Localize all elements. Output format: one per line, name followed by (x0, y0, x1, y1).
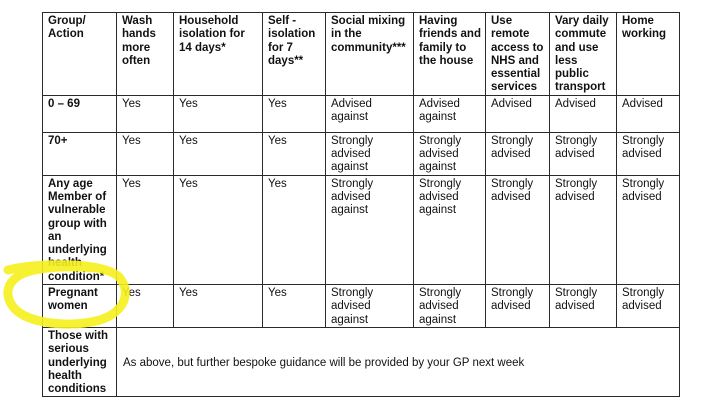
row-group-label: 70+ (43, 132, 117, 175)
row-group-label: Those with serious underlying health conditions (43, 327, 117, 396)
table-cell: Yes (263, 175, 326, 284)
table-cell: Advised against (414, 95, 486, 132)
header-home-working: Home working (617, 13, 680, 96)
header-vary-commute: Vary daily commute and use less public transport (550, 13, 617, 96)
header-friends-family: Having friends and family to the house (414, 13, 486, 96)
table-cell: Strongly advised (617, 175, 680, 284)
guidance-table-container (42, 12, 679, 397)
table-cell: Yes (174, 132, 263, 175)
header-row (43, 13, 680, 96)
table-cell: Yes (174, 285, 263, 328)
table-cell: Strongly advised (486, 132, 550, 175)
table-cell: Yes (117, 285, 174, 328)
table-row-0-69 (43, 95, 680, 132)
table-cell: Advised (486, 95, 550, 132)
table-cell: Strongly advised against (326, 132, 414, 175)
table-cell: Strongly advised (617, 285, 680, 328)
row-group-label: Pregnant women (43, 285, 117, 328)
table-row-serious-conditions (43, 327, 680, 396)
table-cell: Strongly advised (550, 175, 617, 284)
table-cell: Yes (117, 175, 174, 284)
table-cell: Yes (263, 95, 326, 132)
table-cell: Strongly advised (550, 285, 617, 328)
table-cell: Strongly advised (486, 175, 550, 284)
bespoke-guidance-note: As above, but further bespoke guidance will be provided by your GP next week (117, 327, 680, 396)
table-row-pregnant-women (43, 285, 680, 328)
header-wash-hands: Wash hands more often (117, 13, 174, 96)
header-self-isolation: Self - isolation for 7 days** (263, 13, 326, 96)
table-cell: Strongly advised (486, 285, 550, 328)
header-remote-access: Use remote access to NHS and essential services (486, 13, 550, 96)
header-social-mixing: Social mixing in the community*** (326, 13, 414, 96)
row-group-label: Any age Member of vulnerable group with an underlying health condition* (43, 175, 117, 284)
table-cell: Strongly advised against (326, 285, 414, 328)
table-cell: Advised against (326, 95, 414, 132)
table-cell: Strongly advised against (414, 285, 486, 328)
table-cell: Strongly advised (550, 132, 617, 175)
header-household-isolation: Household isolation for 14 days* (174, 13, 263, 96)
table-cell: Yes (263, 132, 326, 175)
table-cell: Strongly advised against (326, 175, 414, 284)
table-cell: Yes (174, 95, 263, 132)
table-row-70-plus (43, 132, 680, 175)
header-group-action: Group/ Action (43, 13, 117, 96)
table-cell: Strongly advised (617, 132, 680, 175)
table-cell: Yes (263, 285, 326, 328)
table-row-vulnerable-group (43, 175, 680, 284)
table-cell: Yes (117, 95, 174, 132)
table-cell: Strongly advised against (414, 175, 486, 284)
row-group-label: 0 – 69 (43, 95, 117, 132)
guidance-table (42, 12, 680, 397)
table-cell: Advised (550, 95, 617, 132)
table-cell: Strongly advised against (414, 132, 486, 175)
table-cell: Advised (617, 95, 680, 132)
table-cell: Yes (174, 175, 263, 284)
table-cell: Yes (117, 132, 174, 175)
